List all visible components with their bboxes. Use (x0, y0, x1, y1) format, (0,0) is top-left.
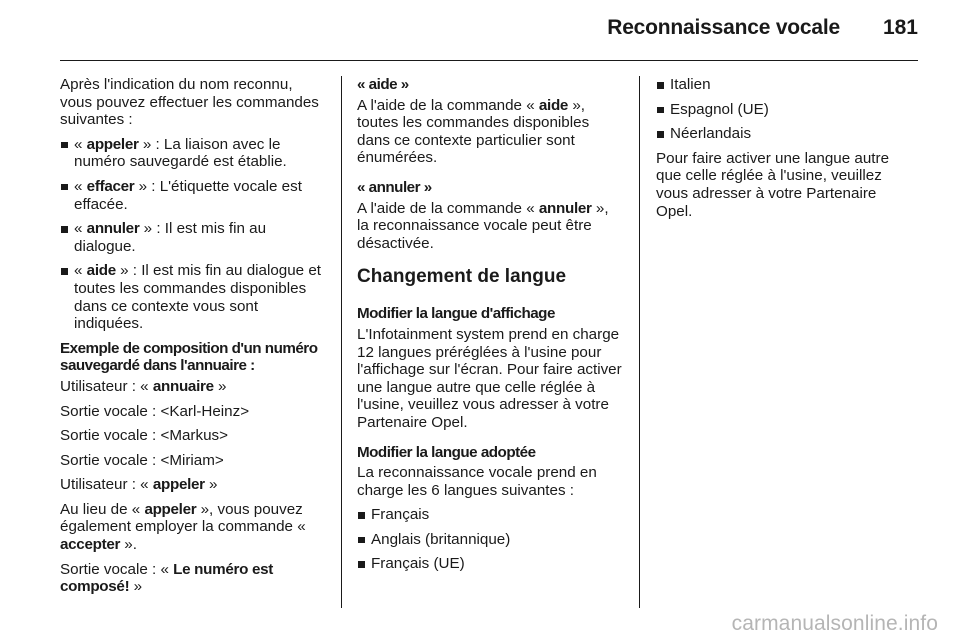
language-list-continued (656, 76, 916, 143)
intro-paragraph: Après l'indication du nom reconnu, vous pouvez effectuer les commandes suivantes : (60, 76, 319, 129)
alternative-note: Au lieu de « appeler », vous pouvez également employer la commande « accepter ». (60, 500, 306, 554)
command-list (60, 136, 325, 333)
list-item: Espagnol (UE) (656, 101, 916, 119)
page-number: 181 (882, 16, 918, 39)
command-keyword: appeler (86, 135, 139, 153)
list-item: Italien (656, 76, 916, 94)
column-divider-2 (639, 76, 640, 608)
dialogue-line: Utilisateur : « annuaire » (60, 377, 227, 395)
dialogue-line: Sortie vocale : <Markus> (60, 427, 228, 445)
dialogue-line: Sortie vocale : « Le numéro est composé! » (60, 560, 274, 596)
list-item: « effacer » : L'étiquette vocale est effacée. (60, 178, 325, 213)
dialogue-line: Sortie vocale : <Karl-Heinz> (60, 402, 250, 420)
list-item: Anglais (britannique) (357, 531, 622, 549)
annuler-heading: « annuler » (357, 178, 432, 196)
display-language-paragraph: L'Infotainment system prend en charge 12 langues préréglées à l'usine pour l'affichage sur l'écran. Pour faire activer une langue autre que celle réglée à l'usine, veuillez vous adresser à votre Partenaire Opel. (357, 325, 622, 431)
display-language-heading: Modifier la langue d'affichage (357, 305, 555, 323)
list-item: Français (357, 506, 622, 524)
column-middle (357, 76, 622, 580)
watermark-text: carmanualsonline.info (731, 612, 938, 635)
list-item: « annuler » : Il est mis fin au dialogue. (60, 220, 325, 255)
column-left (60, 76, 325, 603)
section-heading: Changement de langue (357, 266, 567, 288)
page-header (0, 0, 960, 62)
column-right (656, 76, 916, 227)
command-keyword: annuler (86, 220, 140, 238)
list-item: « appeler » : La liaison avec le numéro sauvegardé est établie. (60, 136, 325, 171)
page-title: Reconnaissance vocale (607, 16, 840, 39)
example-heading: Exemple de composition d'un numéro sauvegardé dans l'annuaire : (60, 339, 318, 375)
closing-paragraph: Pour faire activer une langue autre que celle réglée à l'usine, veuillez vous adresser à votre Partenaire Opel. (656, 149, 890, 220)
dialogue-line: Utilisateur : « appeler » (60, 476, 218, 494)
header-divider (60, 60, 918, 61)
list-item: Néerlandais (656, 125, 916, 143)
annuler-paragraph: A l'aide de la commande « annuler », la reconnaissance vocale peut être désactivée. (357, 199, 609, 252)
command-keyword: effacer (86, 177, 135, 195)
voice-language-paragraph: La reconnaissance vocale prend en charge les 6 langues suivantes : (357, 464, 597, 499)
language-list (357, 506, 622, 573)
aide-heading: « aide » (357, 76, 409, 93)
voice-language-heading: Modifier la langue adoptée (357, 443, 536, 461)
aide-paragraph: A l'aide de la commande « aide », toutes les commandes disponibles dans ce contexte particulier sont énumérées. (357, 96, 590, 167)
list-item: Français (UE) (357, 555, 622, 573)
dialogue-line: Sortie vocale : <Miriam> (60, 451, 224, 469)
command-keyword: aide (86, 262, 116, 280)
column-divider-1 (341, 76, 342, 608)
list-item: « aide » : Il est mis fin au dialogue et toutes les commandes disponibles dans ce contexte vous sont indiquées. (60, 262, 325, 332)
